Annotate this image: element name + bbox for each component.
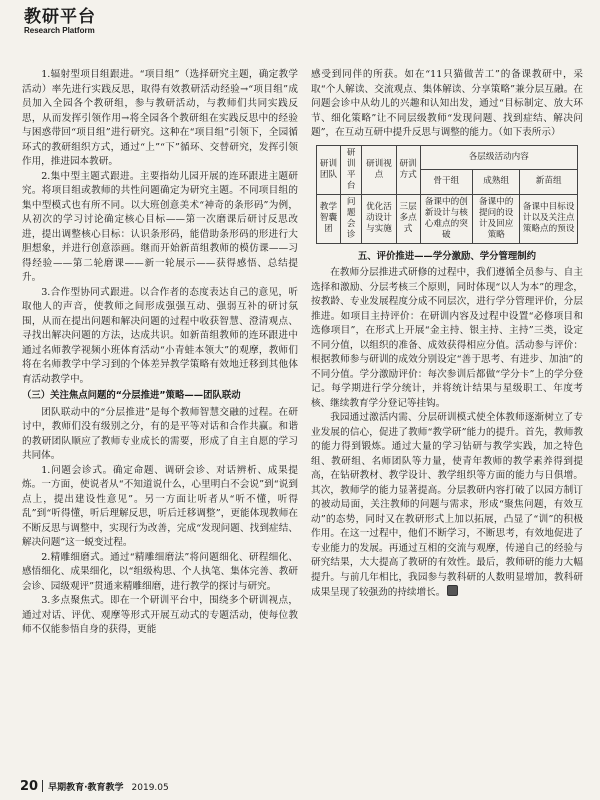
activity-table xyxy=(316,145,578,244)
paragraph: 3.多点聚焦式。即在一个研训平台中，围绕多个研训视点，通过对话、评优、观摩等形式开展互动式的专题活动，使每位教师不仅能参悟自身的获得，更能 xyxy=(22,595,298,635)
table-subheader: 新苗组 xyxy=(520,170,578,195)
table-cell: 教学智囊团 xyxy=(317,194,341,243)
paragraph: 团队联动中的“分层推进”是每个教师智慧交融的过程。在研讨中，教师们没有级别之分，有的是平等对话和合作共赢。和谐的教研团队顺应了教师专业成长的需要，形成了自主自愿的学习共同体。 xyxy=(22,406,298,461)
paragraph: 1.辐射型项目组跟进。“项目组”（选择研究主题，确定教学活动）率先进行实践反思，取得有效教研活动经验→“项目组”成员加入全园各个教研组，参与教研活动，与教师们共同实践反思，从而发挥引领作用→将全园各个教研组在实践反思中的经验与困惑带回“项目组”进行研究。这种在“项目组”引领下，全园循环式的教研组织方式，通过“上”“下”循环、交替研究，发挥引领作用，推进园本教研。 xyxy=(22,69,298,167)
paragraph: 2.精雕细磨式。通过“精雕细磨法”将问题细化、研程细化、感悟细化、成果细化，以“组级构思、个人执笔、集体完善、教研会诊、园级观评”贯通来精雕细磨，进行教学的探讨与研究。 xyxy=(22,551,298,592)
paragraph: 在教师分层推进式研修的过程中，我们遵循全员参与、自主选择和激励、分层考核三个原则，同时体现“以人为本”的理念，按教龄、专业发展程度分成不同层次，进行学分管理评价，分层推进。如项目主持评价：在研训内容及过程中设置“必修项目和选修项目”，在形式上开展“金主持、银主持、主持”三类，设定不同分值，以组织的准备、成效获得相应分值。活动参与评价：根据教师参与研训的成效分别设定“善于思考、有进步、加油”的不同分值。学分激励评价：每次参训后都做“学分卡”上的学分登记。每学期进行学分统计，并将统计结果与星级职工、年度考核、继续教育学分登记等挂钩。 xyxy=(311,267,583,409)
table-row xyxy=(317,194,578,243)
page-number: 20 xyxy=(20,779,39,794)
footer-divider xyxy=(42,780,43,792)
table-group-header: 各层级活动内容 xyxy=(420,145,577,170)
table-cell: 备课中的创新设计与核心难点的突破 xyxy=(420,194,472,243)
magazine-name: 早期教育·教育教学 xyxy=(48,783,124,793)
paragraph: 我园通过激活内需、分层研训模式使全体教师逐渐树立了专业发展的信心，促进了教师“教学研”能力的提升。首先，教师教的能力得到锻炼。通过大量的学习钻研与教学实践，加之特色组、教研组、名师团队等力量，使青年教师的教学素养得到提高，在钻研教材、教学设计、教学组织等方面的能力与日俱增。其次，教师学的能力显著提高。分层教研内容打破了以园方制订的被动局面，关注教师的问题与需求，形成“聚焦问题，有效互动”的态势，同时又在教研形式上加以拓展，凸显了“训”的积极作用。在这一过程中，他们不断学习，不断思考，有效地促进了专业能力的发展。再通过互相的交流与观摩，传递自己的经验与研究结果，大大提高了教研的有效性。最后，教师研的能力大幅提升。与前几年相比，我园参与教科研的人数明显增加，教科研成果呈现了较强劲的持续增长。 xyxy=(311,412,583,598)
table-cell: 问题会诊 xyxy=(340,194,361,243)
section-heading: 五、评价推进——学分激励、学分管理制约 xyxy=(357,250,537,262)
table-cell: 备课中目标设计以及关注点策略点的预设 xyxy=(520,194,578,243)
table-header: 研训方式 xyxy=(396,145,420,194)
table-subheader: 骨干组 xyxy=(420,170,472,195)
table-header: 研训视点 xyxy=(362,145,396,194)
paragraph: 1.问题会诊式。确定命题、调研会诊、对话辨析、成果提炼。一方面，使说者从“不知道说什么，心里明白不会说”到“说到点上，提出建设性意见”。另一方面让听者从“听不懂，听得乱”到“听得懂，听后理解反思，听后迁移调整”，更能体现教师在不断反思与调整中，实现行为改善，完成“发现问题、找到症结、解决问题”这一蜕变过程。 xyxy=(22,464,298,548)
table-header: 研训平台 xyxy=(340,145,361,194)
section-heading: （三）关注焦点问题的“分层推进”策略——团队联动 xyxy=(22,390,241,401)
right-intro xyxy=(311,68,583,141)
section-title: 教研平台 xyxy=(24,7,96,27)
paragraph: 3.合作型协同式跟进。以合作者的态度表达自己的意见，听取他人的声音，使教师之间形成强强互动、强弱互补的研讨氛围，从而在提出问题和解决问题的过程中收获智慧、澄清观点、寻找出解决问题的方法，达成共识。如新苗组教师的连环跟进中通过名师教学视频小班体育活动“小青蛙本领大”的观摩，教师们将在名师教学中学习到的个体差异教学策略有效地迁移到其他体育活动教学中。 xyxy=(22,286,298,385)
issue-date: 2019.05 xyxy=(131,783,169,793)
paragraph: 感受到同伴的所获。如在“11只猫做苦工”的备课教研中，采取“个人解读、交流观点、集体解读、分享策略”兼分层互融。在问题会诊中从幼儿的兴趣和认知出发，通过“目标制定、放大环节、细化策略”让不同层级教师“发现问题、找到症结、解决问题”，在互动互研中提升反思与调整的能力。（如下表所示） xyxy=(311,69,583,138)
table-cell: 备课中的提问的设计及回应策略 xyxy=(473,194,520,243)
table-cell: 优化活动设计与实施 xyxy=(362,194,396,243)
end-mark-icon xyxy=(447,585,458,596)
table-subheader: 成熟组 xyxy=(473,170,520,195)
right-body xyxy=(311,250,583,601)
table-cell: 三层多点式 xyxy=(396,194,420,243)
table-header: 研训团队 xyxy=(317,145,341,194)
left-column xyxy=(22,68,298,638)
footer xyxy=(20,779,169,794)
paragraph: 2.集中型主题式跟进。主要指幼儿园开展的连环跟进主题研究。将项目组或教师的共性问题确定为研究主题。不同项目组的集中型模式也有所不同。以大班创意美术“神奇的条形码”为例，从初次的学习讨论确定核心目标——第一次磨课后研讨反思改进，提出调整核心目标：认识条形码，能借助条形码的形进行大胆想象，并进行创意添画。继而开始新苗组教师的模仿课——习得经验——第二轮磨课——新一轮展示——获得感悟、总结提升。 xyxy=(22,170,298,283)
right-column xyxy=(311,68,583,601)
table-header-row xyxy=(317,145,578,170)
section-title-en: Research Platform xyxy=(24,26,95,35)
header xyxy=(24,8,96,35)
